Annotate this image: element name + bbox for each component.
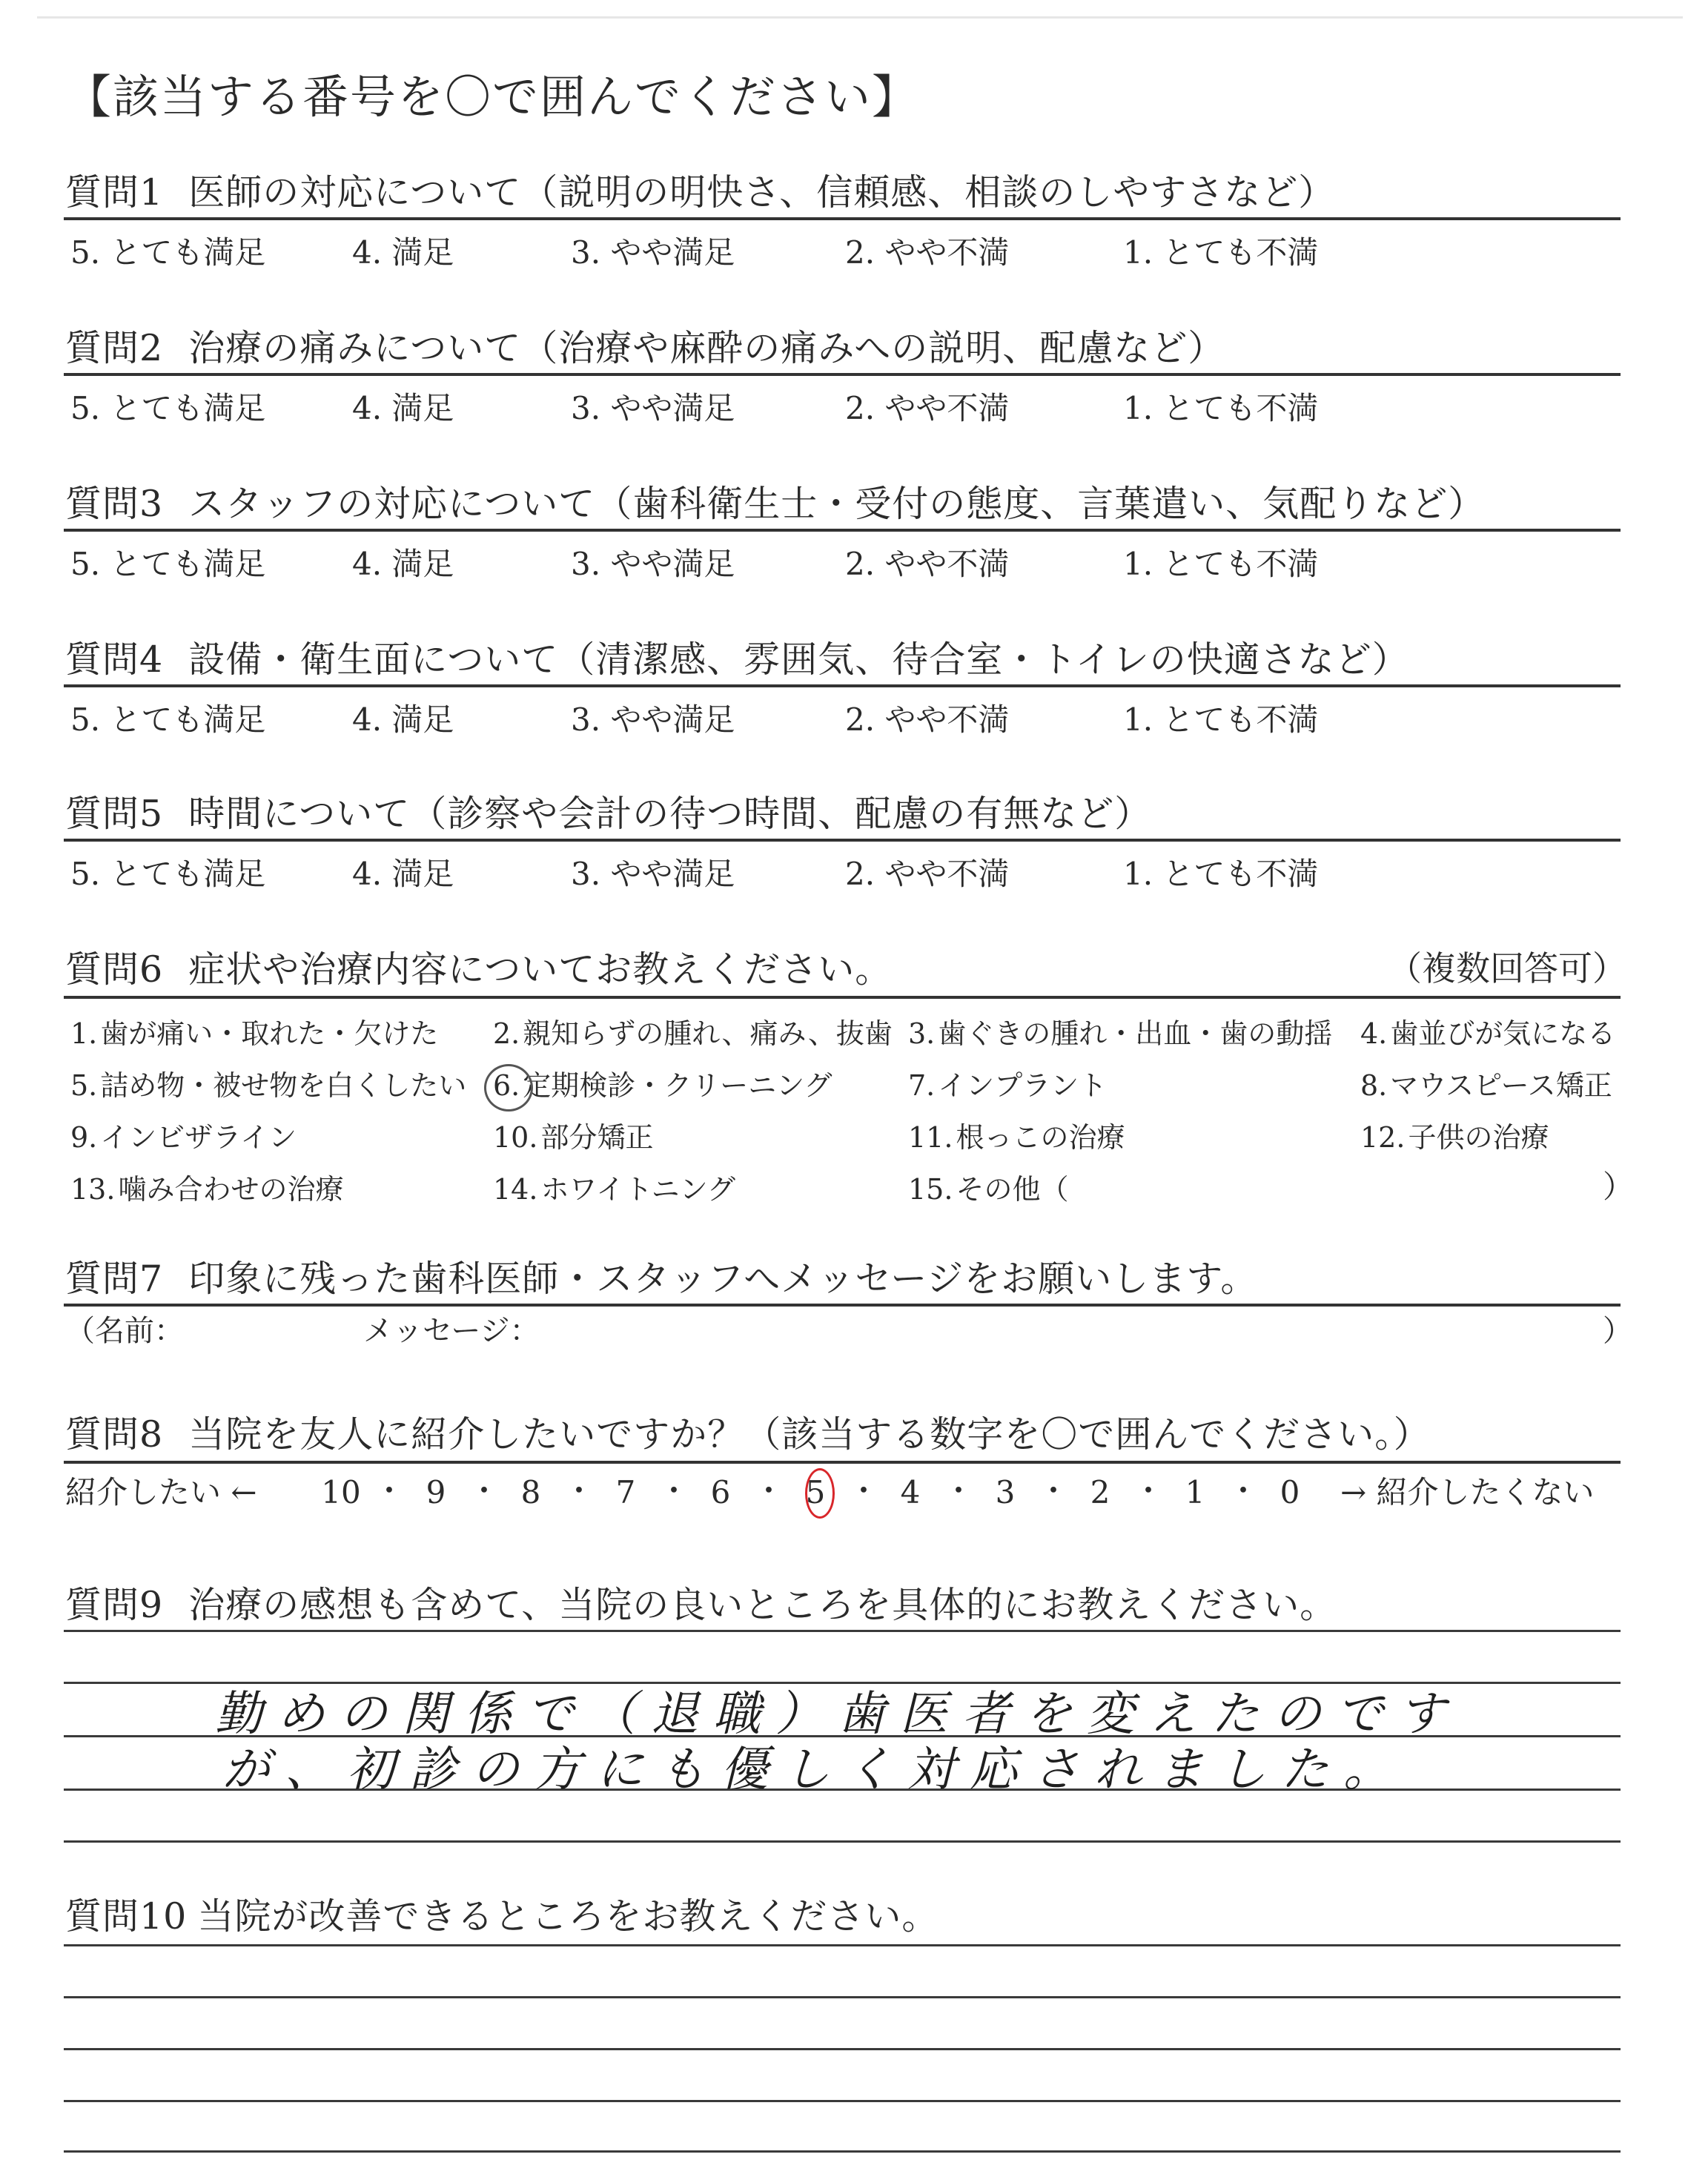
answer-line [64, 1682, 1621, 1684]
question-text: 設備・衛生面について（清潔感、雰囲気、待合室・トイレの快適さなど） [188, 638, 1409, 681]
question-3-rule [64, 529, 1621, 532]
choice-label: 歯が痛い・取れた・欠けた [100, 1017, 439, 1050]
question-6-heading [65, 948, 893, 991]
rating-option[interactable]: 1. とても不満 [1123, 701, 1319, 738]
question-text: 当院を友人に紹介したいですか？（該当する数字を〇で囲んでください。） [188, 1413, 1431, 1456]
rating-option[interactable]: 3. やや満足 [571, 856, 735, 892]
treatment-choice[interactable] [1360, 1017, 1616, 1050]
rating-option[interactable]: 1. とても不満 [1123, 856, 1319, 892]
question-text: スタッフの対応について（歯科衛生士・受付の態度、言葉遣い、気配りなど） [188, 483, 1486, 525]
scale-value[interactable]: 7 [615, 1474, 636, 1510]
rating-option[interactable]: 3. やや満足 [571, 234, 735, 271]
choice-label: 定期検診・クリーニング [523, 1069, 833, 1102]
question-7-heading [65, 1258, 1258, 1300]
scale-value[interactable]: 9 [426, 1474, 446, 1510]
rating-option-selected[interactable]: 4. 満足 [352, 701, 454, 738]
not-recommend-label: → 紹介したくない [1340, 1474, 1595, 1510]
choice-number: 11. [908, 1121, 953, 1154]
treatment-choice[interactable] [70, 1017, 439, 1050]
choice-number: 4. [1360, 1017, 1388, 1050]
choice-number: 9. [70, 1121, 98, 1154]
choice-label: マウスピース矯正 [1390, 1069, 1612, 1102]
question-number: 質問7 [65, 1258, 164, 1300]
answer-line [64, 1630, 1621, 1632]
answer-line [64, 1840, 1621, 1843]
question-number: 質問9 [65, 1584, 164, 1626]
choice-number: 3. [908, 1017, 936, 1050]
choice-label: 詰め物・被せ物を白くしたい [100, 1069, 467, 1102]
rating-option[interactable]: 2. やや不満 [845, 390, 1010, 426]
rating-option-selected[interactable]: 4. 満足 [352, 856, 454, 892]
rating-option[interactable]: 1. とても不満 [1123, 390, 1319, 426]
question-5-heading [65, 793, 1152, 835]
rating-option[interactable]: 2. やや不満 [845, 234, 1010, 271]
scale-separator: ・ [469, 1473, 500, 1509]
treatment-choice[interactable] [493, 1071, 833, 1100]
question-number: 質問4 [65, 638, 164, 681]
scale-separator: ・ [563, 1473, 595, 1509]
treatment-choice[interactable] [1360, 1123, 1549, 1152]
rating-option[interactable]: 3. やや満足 [571, 390, 735, 426]
question-number: 質問6 [65, 948, 164, 991]
treatment-choice[interactable] [493, 1017, 893, 1050]
question-number: 質問3 [65, 483, 164, 525]
question-6-rule [64, 996, 1621, 999]
choice-number: 10. [493, 1121, 538, 1154]
scale-separator: ・ [1228, 1473, 1260, 1509]
message-label[interactable]: メッセージ： [363, 1314, 540, 1348]
choice-number: 15. [908, 1173, 953, 1206]
choice-label: ホワイトニング [540, 1173, 736, 1206]
treatment-choice[interactable] [908, 1173, 1069, 1206]
recommend-label: 紹介したい ← [65, 1474, 257, 1510]
question-text: 当院が改善できるところをお教えください。 [197, 1895, 939, 1938]
scan-top-edge [37, 16, 1683, 19]
rating-option[interactable]: 5. とても満足 [70, 856, 266, 892]
rating-option[interactable]: 2. やや不満 [845, 546, 1010, 582]
question-7-rule [64, 1304, 1621, 1307]
scale-separator: ・ [1133, 1473, 1165, 1509]
choice-label: 噛み合わせの治療 [118, 1173, 344, 1206]
handwritten-answer-line-1: 勤めの関係で（退職）歯医者を変えたのです [215, 1687, 1460, 1742]
choice-label: 部分矯正 [540, 1121, 654, 1154]
question-8-rule [64, 1461, 1621, 1464]
scale-value[interactable]: 6 [710, 1474, 731, 1510]
question-number: 質問1 [65, 171, 164, 214]
name-label: （名前： [65, 1314, 184, 1348]
rating-option[interactable]: 5. とても満足 [70, 234, 266, 271]
question-9-heading [65, 1584, 1337, 1626]
question-2-heading [65, 327, 1225, 369]
scale-separator: ・ [1038, 1473, 1070, 1509]
handwritten-answer-line-2: が、初診の方にも優しく対応されました。 [222, 1743, 1406, 1797]
rating-option[interactable]: 2. やや不満 [845, 701, 1010, 738]
choice-label: 歯並びが気になる [1390, 1017, 1616, 1050]
treatment-choice[interactable] [70, 1173, 344, 1206]
page-title: 【該当する番号を〇で囲んでください】 [65, 70, 920, 124]
question-text: 治療の痛みについて（治療や麻酔の痛みへの説明、配慮など） [188, 327, 1225, 369]
question-text: 症状や治療内容についてお教えください。 [188, 948, 893, 991]
choice-label: インプラント [938, 1069, 1108, 1102]
scale-value[interactable]: 8 [520, 1474, 541, 1510]
choice-number: 1. [70, 1017, 98, 1050]
choice-label: インビザライン [100, 1121, 297, 1154]
rating-option[interactable]: 5. とても満足 [70, 701, 266, 738]
rating-option[interactable]: 5. とても満足 [70, 390, 266, 426]
scale-value[interactable]: 0 [1280, 1474, 1300, 1510]
scale-separator: ・ [848, 1473, 880, 1509]
treatment-choice[interactable] [1360, 1071, 1612, 1100]
choice-label: 根っこの治療 [956, 1121, 1125, 1154]
choice-label: 親知らずの腫れ、痛み、抜歯 [523, 1017, 893, 1050]
question-5-rule [64, 839, 1621, 842]
question-text: 治療の感想も含めて、当院の良いところを具体的にお教えください。 [188, 1584, 1337, 1626]
question-1-heading [65, 171, 1336, 214]
scale-value[interactable]: 4 [900, 1474, 921, 1510]
question-10-heading [65, 1895, 939, 1938]
scale-separator: ・ [943, 1473, 975, 1509]
choice-label: その他（ [956, 1173, 1069, 1206]
choice-number: 6. [493, 1069, 520, 1102]
choice-number: 12. [1360, 1121, 1406, 1154]
other-close-paren: ） [1603, 1169, 1635, 1205]
choice-number: 5. [70, 1069, 98, 1102]
scale-separator: ・ [374, 1473, 406, 1509]
choice-number: 13. [70, 1173, 116, 1206]
scale-value[interactable]: 2 [1090, 1474, 1110, 1510]
scale-separator: ・ [658, 1473, 690, 1509]
choice-number: 14. [493, 1173, 538, 1206]
treatment-choice[interactable] [908, 1123, 1125, 1152]
rating-option-selected[interactable]: 4. 満足 [352, 390, 454, 426]
answer-line [64, 1944, 1621, 1946]
rating-option[interactable]: 1. とても不満 [1123, 234, 1319, 271]
treatment-choice[interactable] [70, 1071, 466, 1100]
rating-option-selected[interactable]: 4. 満足 [352, 546, 454, 582]
message-close-paren: ） [1603, 1314, 1632, 1348]
answer-line [64, 2150, 1621, 2153]
multiple-answer-note: （複数回答可） [1388, 948, 1626, 988]
scale-value[interactable]: 3 [995, 1474, 1016, 1510]
choice-label: 歯ぐきの腫れ・出血・歯の動揺 [938, 1017, 1333, 1050]
question-text: 時間について（診察や会計の待つ時間、配慮の有無など） [188, 793, 1152, 835]
treatment-choice[interactable] [493, 1123, 653, 1152]
rating-option[interactable]: 3. やや満足 [571, 701, 735, 738]
question-number: 質問5 [65, 793, 164, 835]
treatment-choice[interactable] [908, 1071, 1107, 1100]
choice-number: 2. [493, 1017, 520, 1050]
treatment-choice[interactable] [908, 1017, 1333, 1050]
choice-number: 7. [908, 1069, 936, 1102]
question-number: 質問10 [65, 1895, 188, 1938]
question-number: 質問8 [65, 1413, 164, 1456]
choice-number: 8. [1360, 1069, 1388, 1102]
question-text: 医師の対応について（説明の明快さ、信頼感、相談のしやすさなど） [188, 171, 1336, 214]
choice-label: 子供の治療 [1408, 1121, 1549, 1154]
question-4-heading [65, 638, 1409, 681]
question-3-heading [65, 483, 1486, 525]
question-4-rule [64, 684, 1621, 687]
rating-option[interactable]: 5. とても満足 [70, 546, 266, 582]
rating-option[interactable]: 2. やや不満 [845, 856, 1010, 892]
rating-option[interactable]: 3. やや満足 [571, 546, 735, 582]
answer-line [64, 1996, 1621, 1998]
question-2-rule [64, 373, 1621, 376]
scale-value[interactable]: 1 [1185, 1474, 1205, 1510]
rating-option[interactable]: 1. とても不満 [1123, 546, 1319, 582]
question-1-rule [64, 217, 1621, 220]
answer-line [64, 2100, 1621, 2102]
answer-line [64, 2048, 1621, 2050]
scale-value[interactable]: 10 [321, 1474, 361, 1510]
scale-value-selected[interactable]: 5 [793, 1477, 838, 1508]
treatment-choice[interactable] [493, 1173, 736, 1206]
rating-option-selected[interactable]: 4. 満足 [352, 234, 454, 271]
question-number: 質問2 [65, 327, 164, 369]
question-text: 印象に残った歯科医師・スタッフへメッセージをお願いします。 [188, 1258, 1258, 1300]
scale-separator: ・ [753, 1473, 785, 1509]
treatment-choice[interactable] [70, 1123, 297, 1152]
question-8-heading [65, 1413, 1431, 1456]
